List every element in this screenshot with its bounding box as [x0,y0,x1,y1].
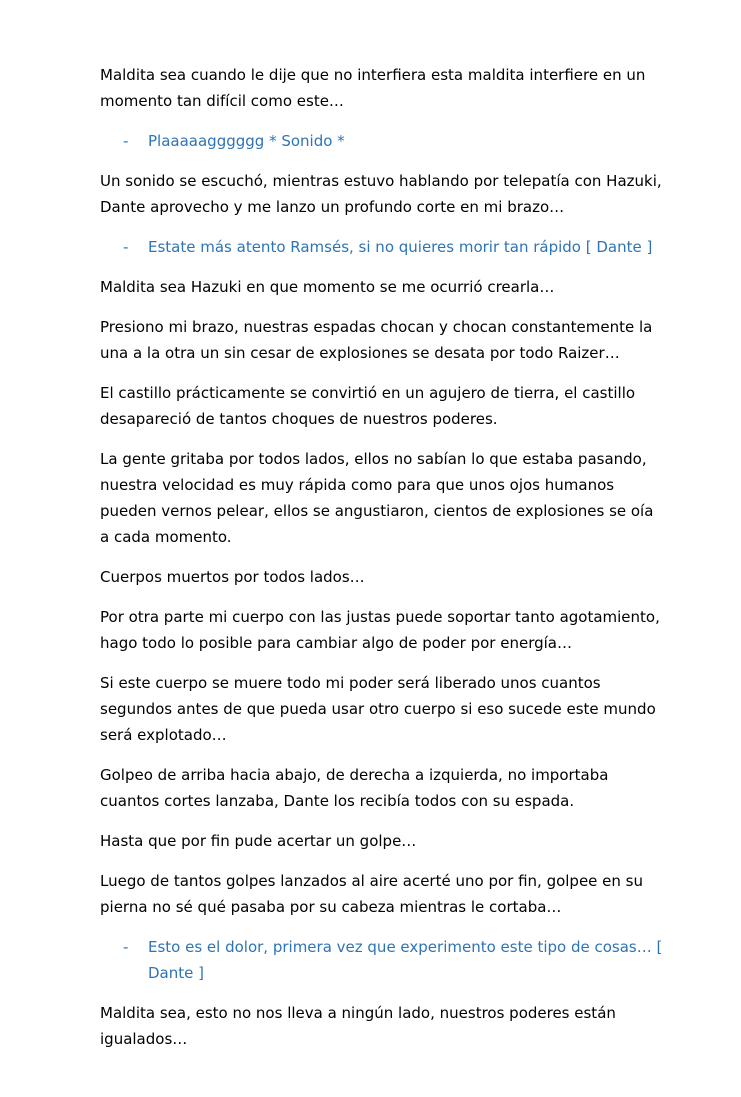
paragraph: El castillo prácticamente se convirtió en un agujero de tierra, el castillo desapareció de tantos choques de nuestros poderes. [100,384,636,428]
paragraph: Cuerpos muertos por todos lados… [100,568,365,586]
paragraph: La gente gritaba por todos lados, ellos no sabían lo que estaba pasando, nuestra velocidad es muy rápida como para que unos ojos humanos pueden vernos pelear, ellos se angustiaron, cientos de explosiones se oía a cada momento. [100,450,654,546]
dialogue-text: Plaaaaagggggg * Sonido * [148,132,345,150]
dialogue-dash: - [123,938,129,956]
dialogue-line [100,234,665,260]
paragraph: Un sonido se escuchó, mientras estuvo hablando por telepatía con Hazuki, Dante aprovecho y me lanzo un profundo corte en mi brazo… [100,172,662,216]
paragraph: Luego de tantos golpes lanzados al aire acerté uno por fin, golpee en su pierna no sé qué pasaba por su cabeza mientras le cortaba… [100,872,644,916]
dialogue-line [100,128,665,154]
paragraph: Maldita sea cuando le dije que no interfiera esta maldita interfiere en un momento tan difícil como este… [100,66,646,110]
dialogue-line [100,934,665,986]
paragraph: Por otra parte mi cuerpo con las justas puede soportar tanto agotamiento, hago todo lo posible para cambiar algo de poder por energía… [100,608,660,652]
paragraph: Golpeo de arriba hacia abajo, de derecha a izquierda, no importaba cuantos cortes lanzaba, Dante los recibía todos con su espada. [100,766,609,810]
dialogue-text: Esto es el dolor, primera vez que experimento este tipo de cosas… [ Dante ] [148,938,663,982]
paragraph: Maldita sea Hazuki en que momento se me ocurrió crearla… [100,278,555,296]
paragraph: Si este cuerpo se muere todo mi poder será liberado unos cuantos segundos antes de que pueda usar otro cuerpo si eso sucede este mundo será explotado… [100,674,656,744]
paragraph: Maldita sea, esto no nos lleva a ningún lado, nuestros poderes están igualados… [100,1004,616,1048]
dialogue-text: Estate más atento Ramsés, si no quieres morir tan rápido [ Dante ] [148,238,653,256]
paragraph: Hasta que por fin pude acertar un golpe… [100,832,417,850]
dialogue-dash: - [123,132,129,150]
document-page [100,62,665,1066]
dialogue-dash: - [123,238,129,256]
paragraph: Presiono mi brazo, nuestras espadas chocan y chocan constantemente la una a la otra un sin cesar de explosiones se desata por todo Raizer… [100,318,653,362]
